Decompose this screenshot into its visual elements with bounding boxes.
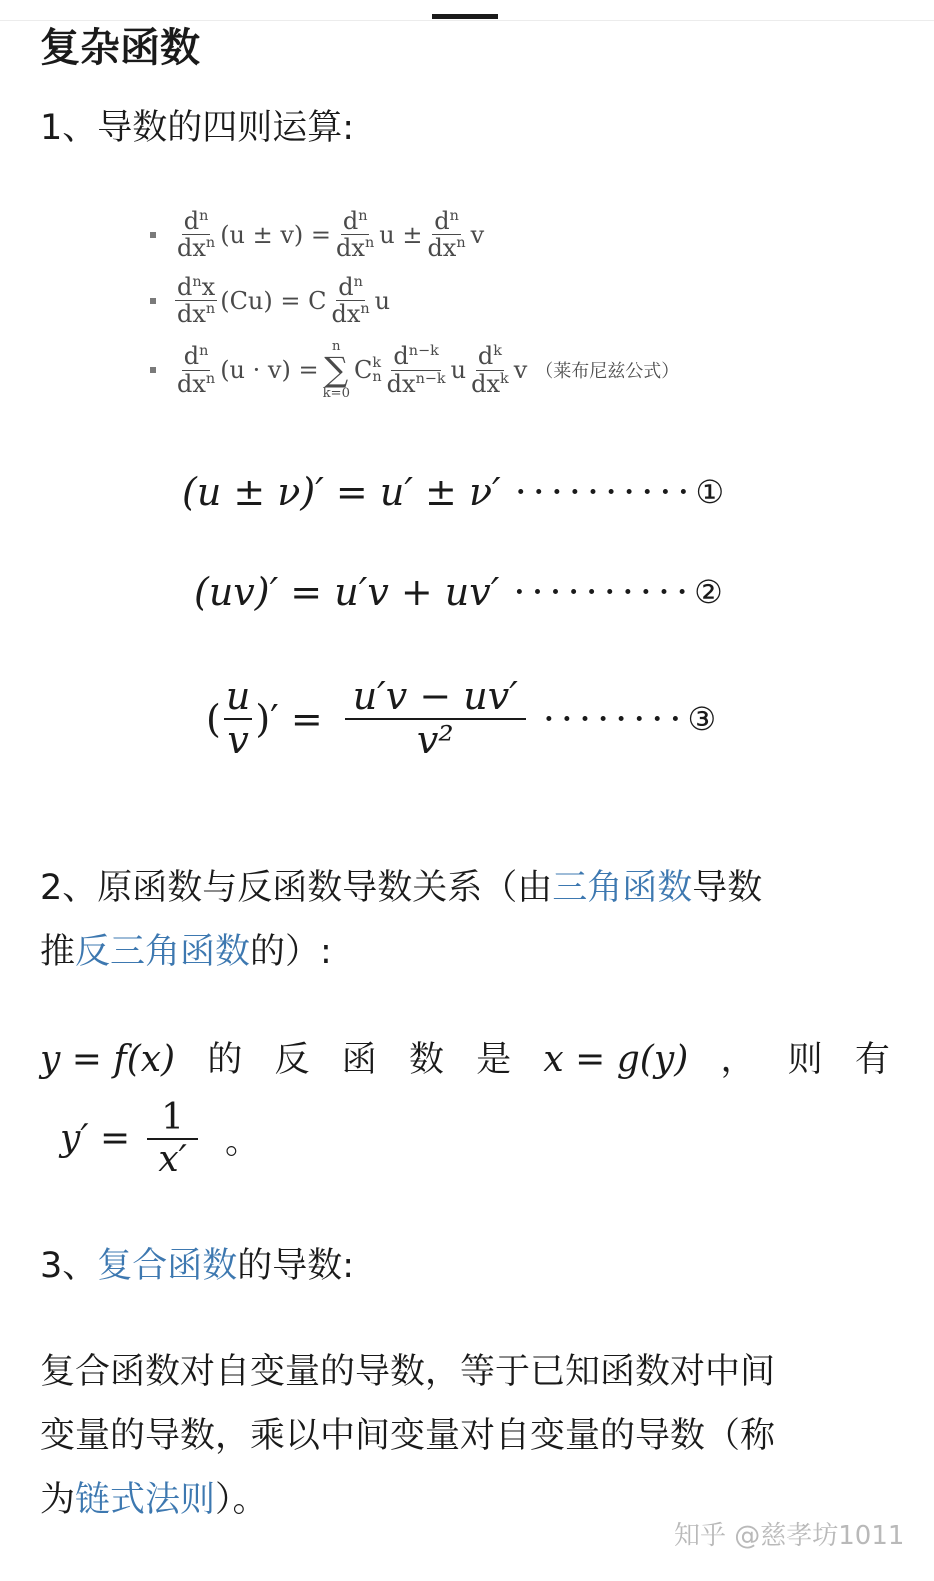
bullet-icon xyxy=(150,298,156,304)
divider xyxy=(0,20,934,21)
inverse-derivative-formula: y′ = $\frac{1}{x'}$ 。 xyxy=(60,1097,261,1180)
link-composite-function[interactable]: 复合函数 xyxy=(97,1246,238,1286)
formula-sum-rule: (u ± ν)′ = u′ ± ν′ ·········· ① xyxy=(182,470,725,514)
leibniz-note: （莱布尼兹公式） xyxy=(535,361,680,382)
inverse-function-statement: y = f(x) 的 反 函 数 是 x = g(y) ， 则 有 xyxy=(40,1039,890,1080)
formula-row-3: $\frac{d^n}{dx^n}$ (u · v) = n ∑ k=0 C k n $\frac{d^{n-k}}{dx^{n-k}}$ u $\frac{d^k}{dx^k}$ v （莱布尼兹公式） xyxy=(150,340,679,400)
link-trig-functions[interactable]: 三角函数 xyxy=(552,868,693,908)
formula-image xyxy=(150,208,770,423)
drag-handle[interactable] xyxy=(432,14,498,19)
link-chain-rule[interactable]: 链式法则 xyxy=(75,1480,216,1520)
section-3-heading: 3、复合函数的导数: xyxy=(40,1246,355,1286)
chain-rule-paragraph: 复合函数对自变量的导数，等于已知函数对中间 变量的导数，乘以中间变量对自变量的导数（称 为链式法则）。 xyxy=(40,1352,776,1520)
link-inverse-trig-functions[interactable]: 反三角函数 xyxy=(75,932,251,972)
formula-quotient-rule: ( $\frac{u}{v}$ )′ = $\frac{u'v - uv'}{\text{v²}}$ ········ ③ xyxy=(206,674,717,762)
formula-product-rule: (uv)′ = u′v + uv′ ·········· ② xyxy=(194,570,723,614)
page-title: 复杂函数 xyxy=(40,25,200,71)
bullet-icon xyxy=(150,367,156,373)
watermark: 知乎 @慈孝坊1011 xyxy=(674,1521,905,1551)
section-2-text: 2、原函数与反函数导数关系（由三角函数导数 推反三角函数的）: xyxy=(40,868,763,972)
formula-row-2: $\frac{d^nx}{dx^n}$ (Cu) = C $\frac{d^n}{dx^n}$ u xyxy=(150,274,390,328)
section-1-heading: 1、导数的四则运算: xyxy=(40,108,355,148)
bullet-icon xyxy=(150,232,156,238)
formula-row-1: $\frac{d^n}{dx^n}$ (u ± v) = $\frac{d^n}{dx^n}$ u ± $\frac{d^n}{dx^n}$ v xyxy=(150,208,484,262)
